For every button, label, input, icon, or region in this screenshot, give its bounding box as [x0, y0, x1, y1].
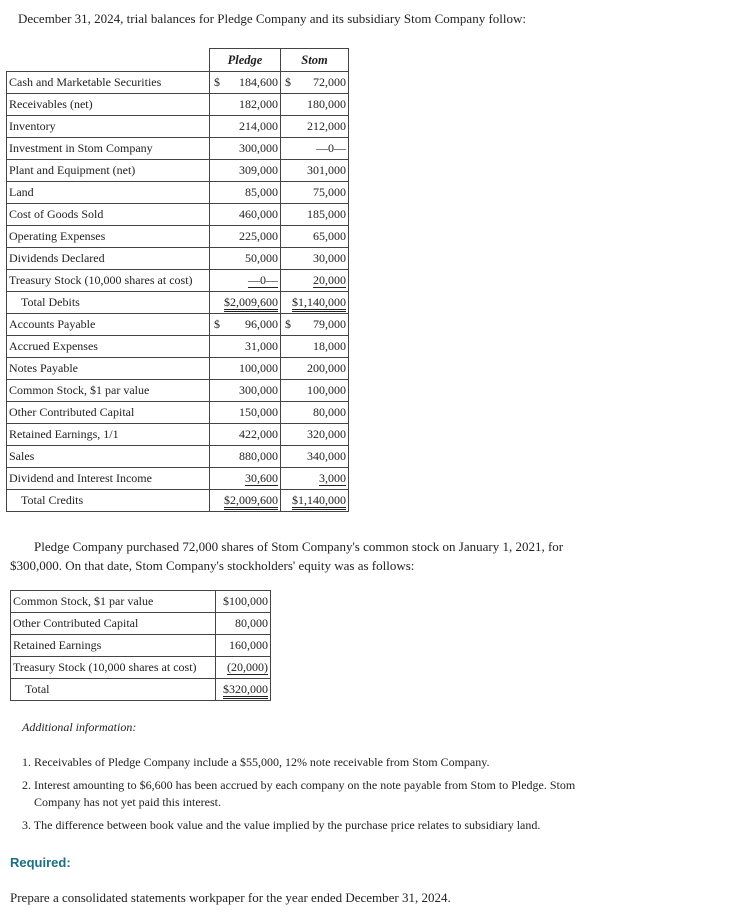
- table-row: [7, 94, 349, 116]
- table-row: [7, 138, 349, 160]
- stom-value-cell: [281, 182, 349, 204]
- row-label: Common Stock, $1 par value: [7, 380, 210, 402]
- table-row: [7, 226, 349, 248]
- required-text: Prepare a consolidated statements workpaper for the year ended December 31, 2024.: [10, 890, 451, 905]
- equity-value: (20,000): [227, 660, 268, 674]
- table-row: [7, 446, 349, 468]
- stom-value-cell: [281, 358, 349, 380]
- note-item: 1. Receivables of Pledge Company include a $55,000, 12% note receivable from Stom Company.: [22, 755, 490, 769]
- pledge-value-cell: [210, 72, 281, 94]
- stom-value-cell: [281, 292, 349, 314]
- stom-value-cell: [281, 248, 349, 270]
- equity-value-cell: [216, 591, 271, 613]
- stom-value: 100,000: [307, 383, 346, 397]
- stom-value: 3,000: [319, 471, 346, 485]
- equity-label: Total: [11, 679, 216, 701]
- pledge-value: 184,600: [239, 75, 278, 89]
- pledge-value-cell: [210, 468, 281, 490]
- row-label: Accounts Payable: [7, 314, 210, 336]
- row-label: Treasury Stock (10,000 shares at cost): [7, 270, 210, 292]
- row-label: Dividends Declared: [7, 248, 210, 270]
- pledge-header: Pledge: [210, 49, 281, 72]
- row-label: Total Debits: [7, 292, 210, 314]
- stom-value: 65,000: [313, 229, 346, 243]
- pledge-value-cell: [210, 358, 281, 380]
- pledge-value-cell: [210, 314, 281, 336]
- dollar-sign: $: [285, 75, 291, 89]
- stom-value-cell: [281, 138, 349, 160]
- equity-value: $100,000: [223, 594, 268, 608]
- table-row: [7, 314, 349, 336]
- pledge-value: 100,000: [239, 361, 278, 375]
- stom-value-cell: [281, 336, 349, 358]
- stom-value-cell: [281, 72, 349, 94]
- table-row: [7, 182, 349, 204]
- stom-value: $1,140,000: [292, 295, 346, 312]
- table-row: [7, 358, 349, 380]
- stom-header: Stom: [281, 49, 349, 72]
- pledge-value-cell: [210, 116, 281, 138]
- stom-value-cell: [281, 116, 349, 138]
- stom-value: —0—: [316, 141, 346, 155]
- equity-row: [11, 635, 271, 657]
- stom-value-cell: [281, 94, 349, 116]
- stom-value-cell: [281, 380, 349, 402]
- stom-value: $1,140,000: [292, 493, 346, 510]
- pledge-value-cell: [210, 336, 281, 358]
- pledge-value: 309,000: [239, 163, 278, 177]
- equity-label: Other Contributed Capital: [11, 613, 216, 635]
- stom-value: 18,000: [313, 339, 346, 353]
- stom-value: 180,000: [307, 97, 346, 111]
- trial-balance-table: [6, 48, 349, 512]
- row-label: Plant and Equipment (net): [7, 160, 210, 182]
- row-label: Accrued Expenses: [7, 336, 210, 358]
- stom-value: 320,000: [307, 427, 346, 441]
- dollar-sign: $: [285, 317, 291, 331]
- pledge-value-cell: [210, 160, 281, 182]
- row-label: Total Credits: [7, 490, 210, 512]
- purchase-paragraph: Pledge Company purchased 72,000 shares of Stom Company's common stock on January 1, 2021, for $300,000. On that date, Stom Company's stockholders' equity was as follows:: [10, 539, 564, 573]
- row-label: Operating Expenses: [7, 226, 210, 248]
- pledge-value-cell: [210, 490, 281, 512]
- pledge-value-cell: [210, 204, 281, 226]
- row-label: Land: [7, 182, 210, 204]
- pledge-value-cell: [210, 380, 281, 402]
- equity-value-cell: [216, 679, 271, 701]
- pledge-value: 422,000: [239, 427, 278, 441]
- pledge-value-cell: [210, 402, 281, 424]
- pledge-value: $2,009,600: [224, 493, 278, 510]
- intro-text: December 31, 2024, trial balances for Pledge Company and its subsidiary Stom Company follow:: [18, 11, 526, 26]
- equity-label: Retained Earnings: [11, 635, 216, 657]
- row-label: Sales: [7, 446, 210, 468]
- additional-info-title: Additional information:: [22, 720, 137, 734]
- stom-value-cell: [281, 204, 349, 226]
- pledge-value: —0—: [248, 273, 278, 287]
- equity-value: 160,000: [229, 638, 268, 652]
- table-row: [7, 270, 349, 292]
- stom-value-cell: [281, 424, 349, 446]
- pledge-value: 880,000: [239, 449, 278, 463]
- equity-value: $320,000: [223, 682, 268, 699]
- pledge-value-cell: [210, 292, 281, 314]
- table-row: [7, 380, 349, 402]
- equity-value: 80,000: [235, 616, 268, 630]
- table-row: [7, 490, 349, 512]
- stom-value-cell: [281, 226, 349, 248]
- pledge-value-cell: [210, 138, 281, 160]
- equity-row: [11, 679, 271, 701]
- row-label: Other Contributed Capital: [7, 402, 210, 424]
- pledge-value-cell: [210, 94, 281, 116]
- stom-value-cell: [281, 446, 349, 468]
- equity-row: [11, 613, 271, 635]
- equity-value-cell: [216, 635, 271, 657]
- equity-table: [10, 590, 271, 701]
- stom-value-cell: [281, 270, 349, 292]
- table-row: [7, 204, 349, 226]
- stom-value: 340,000: [307, 449, 346, 463]
- equity-row: [11, 591, 271, 613]
- pledge-value: 182,000: [239, 97, 278, 111]
- pledge-value: 50,000: [245, 251, 278, 265]
- dollar-sign: $: [214, 317, 220, 331]
- note-item: 2. Interest amounting to $6,600 has been accrued by each company on the note payable from Stom to Pledge. Stom Company has not yet paid this interest.: [22, 778, 576, 809]
- blank-header: [7, 49, 210, 72]
- pledge-value-cell: [210, 446, 281, 468]
- table-row: [7, 424, 349, 446]
- equity-value-cell: [216, 657, 271, 679]
- pledge-value: 150,000: [239, 405, 278, 419]
- stom-value-cell: [281, 160, 349, 182]
- table-row: [7, 116, 349, 138]
- dollar-sign: $: [214, 75, 220, 89]
- stom-value: 20,000: [313, 273, 346, 287]
- stom-value: 301,000: [307, 163, 346, 177]
- table-row: [7, 468, 349, 490]
- table-row: [7, 72, 349, 94]
- stom-value: 80,000: [313, 405, 346, 419]
- pledge-value-cell: [210, 270, 281, 292]
- pledge-value: 96,000: [245, 317, 278, 331]
- pledge-value: 460,000: [239, 207, 278, 221]
- pledge-value: 30,600: [245, 471, 278, 485]
- row-label: Dividend and Interest Income: [7, 468, 210, 490]
- stom-value: 79,000: [313, 317, 346, 331]
- stom-value: 200,000: [307, 361, 346, 375]
- stom-value: 72,000: [313, 75, 346, 89]
- pledge-value: 214,000: [239, 119, 278, 133]
- pledge-value-cell: [210, 182, 281, 204]
- table-row: [7, 248, 349, 270]
- row-label: Investment in Stom Company: [7, 138, 210, 160]
- pledge-value-cell: [210, 248, 281, 270]
- pledge-value: 225,000: [239, 229, 278, 243]
- stom-value: 185,000: [307, 207, 346, 221]
- equity-value-cell: [216, 613, 271, 635]
- stom-value-cell: [281, 490, 349, 512]
- pledge-value: 300,000: [239, 141, 278, 155]
- pledge-value-cell: [210, 424, 281, 446]
- equity-row: [11, 657, 271, 679]
- stom-value-cell: [281, 314, 349, 336]
- pledge-value: 31,000: [245, 339, 278, 353]
- stom-value: 75,000: [313, 185, 346, 199]
- note-item: 3. The difference between book value and the value implied by the purchase price relates to subsidiary land.: [22, 818, 541, 832]
- table-row: [7, 402, 349, 424]
- required-label: Required:: [10, 855, 71, 870]
- pledge-value: 85,000: [245, 185, 278, 199]
- notes-list: [22, 754, 622, 840]
- row-label: Cash and Marketable Securities: [7, 72, 210, 94]
- table-row: [7, 292, 349, 314]
- equity-label: Common Stock, $1 par value: [11, 591, 216, 613]
- table-row: [7, 160, 349, 182]
- pledge-value: 300,000: [239, 383, 278, 397]
- stom-value-cell: [281, 402, 349, 424]
- stom-value: 30,000: [313, 251, 346, 265]
- row-label: Cost of Goods Sold: [7, 204, 210, 226]
- row-label: Retained Earnings, 1/1: [7, 424, 210, 446]
- row-label: Receivables (net): [7, 94, 210, 116]
- pledge-value-cell: [210, 226, 281, 248]
- equity-label: Treasury Stock (10,000 shares at cost): [11, 657, 216, 679]
- table-row: [7, 336, 349, 358]
- stom-value: 212,000: [307, 119, 346, 133]
- row-label: Inventory: [7, 116, 210, 138]
- pledge-value: $2,009,600: [224, 295, 278, 312]
- row-label: Notes Payable: [7, 358, 210, 380]
- stom-value-cell: [281, 468, 349, 490]
